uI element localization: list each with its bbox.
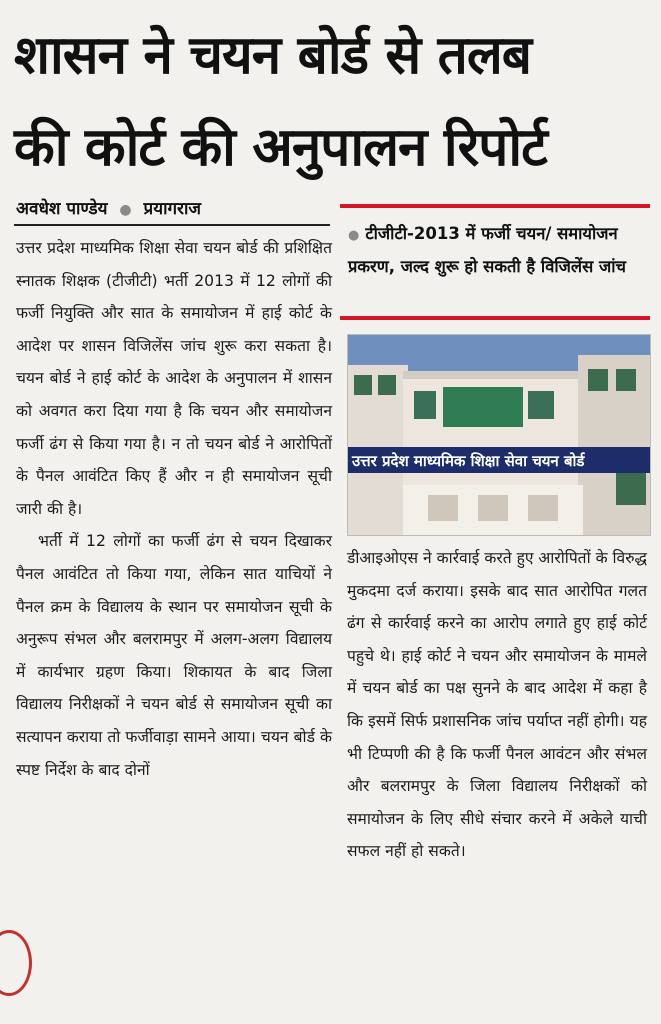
dateline-city: प्रयागराज xyxy=(143,199,202,219)
author-name: अवधेश पाण्डेय xyxy=(16,199,108,219)
parapet xyxy=(403,371,603,379)
window xyxy=(588,369,608,391)
highlight-text-block xyxy=(348,218,648,282)
window xyxy=(528,391,554,419)
headline xyxy=(14,10,654,194)
building-illustration xyxy=(348,335,650,535)
highlight-box xyxy=(340,204,650,322)
article-paragraph: उत्तर प्रदेश माध्यमिक शिक्षा सेवा चयन बोर्ड की प्रशिक्षित स्नातक शिक्षक (टीजीटी) भर्ती 2013 में 12 लोगों की फर्जी नियुक्ति और सात के समायोजन में हाई कोर्ट के आदेश पर शासन विजिलेंस जांच शुरू करा सकता है। चयन बोर्ड ने हाई कोर्ट के आदेश के अनुपालन में शासन को अवगत करा दिया गया है कि चयन और समायोजन फर्जी ढंग से किया गया है। न तो चयन बोर्ड ने आरोपितों के पैनल आवंटित किए हैं और न ही समायोजन सूची जारी की है। xyxy=(16,239,332,518)
window xyxy=(378,375,396,395)
byline-divider xyxy=(14,224,330,226)
article-column-2 xyxy=(347,542,647,868)
article-column-1 xyxy=(16,232,332,786)
signboard-text: उत्तर प्रदेश माध्यमिक शिक्षा सेवा चयन बोर्ड xyxy=(352,452,585,470)
highlight-top-rule xyxy=(340,204,650,208)
article-paragraph: भर्ती में 12 लोगों का फर्जी ढंग से चयन दिखाकर पैनल आवंटित तो किया गया, लेकिन सात याचियों ने पैनल क्रम के विद्यालय के स्थान पर समायोजन सूची के अनुरूप संभल और बलरामपुर में अलग-अलग विद्यालय में कार्यभार ग्रहण किया। शिकायत के बाद जिला विद्यालय निरीक्षकों ने चयन बोर्ड से समायोजन सूची का सत्यापन कराया तो फर्जीवाड़ा सामने आया। चयन बोर्ड के स्पष्ट निर्देश के बाद दोनों xyxy=(16,532,332,779)
bullet-icon: ● xyxy=(119,202,132,218)
glass-facade xyxy=(443,387,523,427)
margin-ink-mark xyxy=(0,930,32,996)
balcony xyxy=(478,495,508,521)
balcony xyxy=(428,495,458,521)
highlight-text: टीजीटी-2013 में फर्जी चयन/ समायोजन प्रकरण, जल्द शुरू हो सकती है विजिलेंस जांच xyxy=(348,224,626,276)
window xyxy=(616,369,636,391)
headline-line-2: की कोर्ट की अनुपालन रिपोर्ट xyxy=(14,117,547,178)
window xyxy=(414,391,436,419)
window xyxy=(354,375,372,395)
window xyxy=(616,471,646,505)
balcony xyxy=(528,495,558,521)
bullet-icon: ● xyxy=(348,228,360,243)
article-paragraph: डीआइओएस ने कार्रवाई करते हुए आरोपितों के विरुद्ध मुकदमा दर्ज कराया। इसके बाद सात आरोपित गलत ढंग से कार्रवाई करने का आरोप लगाते हुए हाई कोर्ट पहुचे थे। हाई कोर्ट ने चयन और समायोजन के मामले में चयन बोर्ड का पक्ष सुनने के बाद आदेश में कहा है कि इसमें सिर्फ प्रशासनिक जांच पर्याप्त नहीं होगी। यह भी टिप्पणी की है कि फर्जी पैनल आवंटन और संभल और बलरामपुर के जिला विद्यालय निरीक्षकों को समायोजन के लिए सीधे संचार करने में अकेले याची सफल नहीं हो सकते। xyxy=(347,549,647,861)
highlight-bottom-rule xyxy=(340,316,650,320)
building-photo xyxy=(347,334,651,536)
byline xyxy=(16,196,201,219)
headline-line-1: शासन ने चयन बोर्ड से तलब xyxy=(14,25,532,86)
